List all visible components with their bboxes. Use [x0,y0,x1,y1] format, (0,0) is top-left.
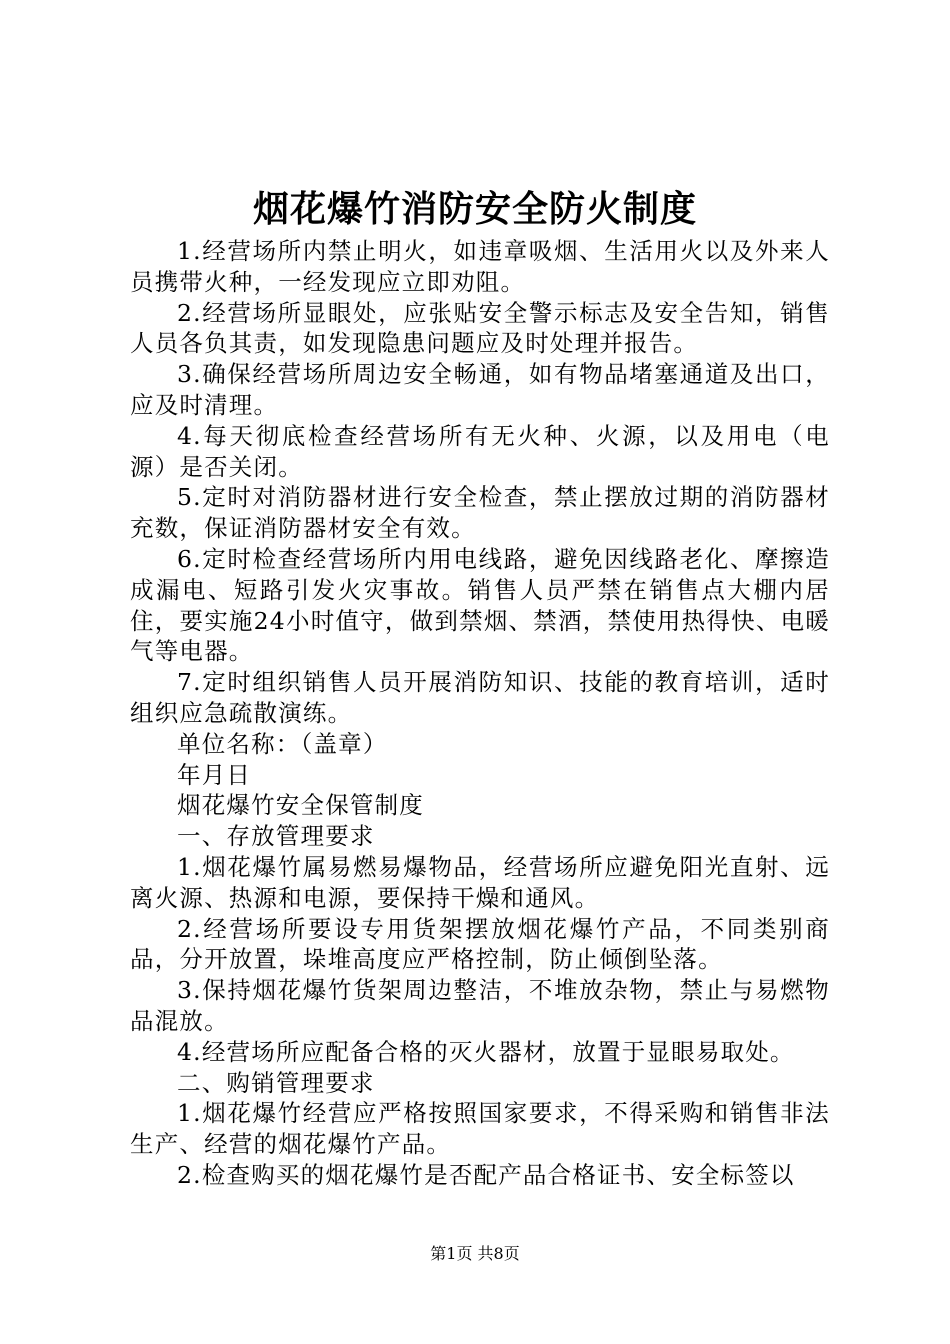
page-number-footer: 第1页 共8页 [430,1244,520,1263]
paragraph: 1.烟花爆竹属易燃易爆物品，经营场所应避免阳光直射、远离火源、热源和电源，要保持干燥和通风。 [130,852,830,912]
paragraph: 4.经营场所应配备合格的灭火器材，放置于显眼易取处。 [177,1037,795,1066]
paragraph: 3.确保经营场所周边安全畅通，如有物品堵塞通道及出口，应及时清理。 [130,360,830,419]
paragraph: 4.每天彻底检查经营场所有无火种、火源，以及用电（电源）是否关闭。 [130,421,830,481]
document-body [130,236,830,1191]
paragraph: 1.经营场所内禁止明火，如违章吸烟、生活用火以及外来人员携带火种，一经发现应立即劝阻。 [130,237,830,296]
paragraph: 5.定时对消防器材进行安全检查，禁止摆放过期的消防器材充数，保证消防器材安全有效。 [130,483,830,543]
paragraph: 3.保持烟花爆竹货架周边整洁，不堆放杂物，禁止与易燃物品混放。 [130,976,830,1035]
date-line: 年月日 [177,760,252,789]
paragraph: 2.检查购买的烟花爆竹是否配产品合格证书、安全标签以 [177,1160,795,1189]
section-title: 烟花爆竹安全保管制度 [177,791,424,820]
document-title: 烟花爆竹消防安全防火制度 [252,188,697,230]
paragraph: 2.经营场所要设专用货架摆放烟花爆竹产品，不同类别商品，分开放置，垛堆高度应严格控制，防止倾倒坠落。 [130,914,830,974]
section-heading: 一、存放管理要求 [177,822,375,851]
paragraph: 1.烟花爆竹经营应严格按照国家要求，不得采购和销售非法生产、经营的烟花爆竹产品。 [130,1099,830,1159]
signature-unit-line: 单位名称：（盖章） [177,729,388,758]
section-heading: 二、购销管理要求 [177,1068,375,1097]
paragraph: 2.经营场所显眼处，应张贴安全警示标志及安全告知，销售人员各负其责，如发现隐患问题应及时处理并报告。 [130,298,830,358]
paragraph: 7.定时组织销售人员开展消防知识、技能的教育培训，适时组织应急疏散演练。 [130,668,830,727]
paragraph: 6.定时检查经营场所内用电线路，避免因线路老化、摩擦造成漏电、短路引发火灾事故。销售人员严禁在销售点大棚内居住，要实施24小时值守，做到禁烟、禁酒，禁使用热得快、电暖气等电器。 [130,544,830,666]
